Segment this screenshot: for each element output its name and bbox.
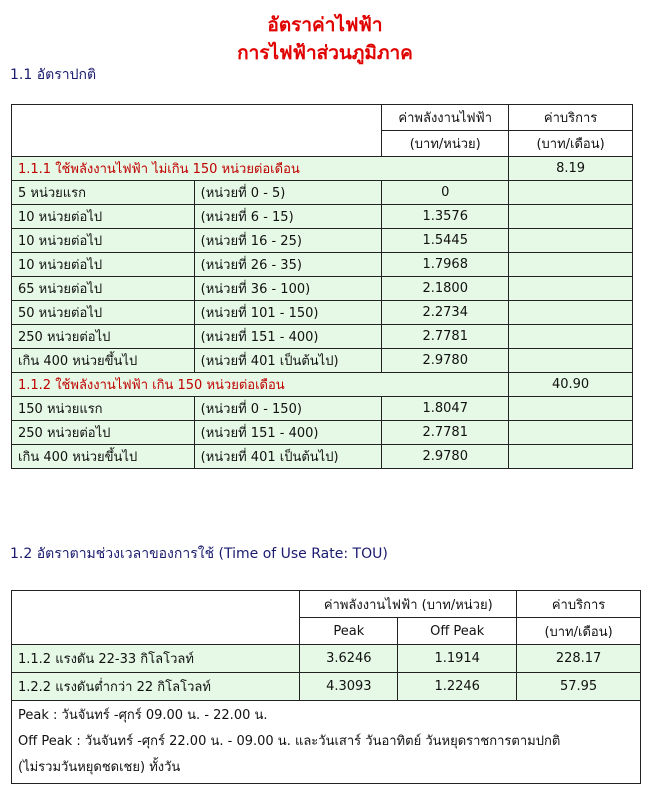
tier-cell: เกิน 400 หน่วยขึ้นไป <box>12 349 195 373</box>
range-cell: (หน่วยที่ 101 - 150) <box>194 301 382 325</box>
page-subtitle: การไฟฟ้าส่วนภูมิภาค <box>237 42 413 64</box>
service-cell: 228.17 <box>517 645 641 673</box>
tier-cell: 50 หน่วยต่อไป <box>12 301 195 325</box>
rate-cell: 0 <box>382 181 509 205</box>
offpeak-note: Off Peak : วันจันทร์ -ศุกร์ 22.00 น. - 09.00 น. และวันเสาร์ วันอาทิตย์ วันหยุดราชการตามปกติ <box>18 734 561 749</box>
table-header-blank <box>12 105 382 157</box>
range-cell: (หน่วยที่ 151 - 400) <box>194 421 382 445</box>
notes-cell <box>12 701 641 784</box>
offpeak-col-header: Off Peak <box>398 618 517 645</box>
section-2-heading: 1.2 อัตราตามช่วงเวลาของการใช้ (Time of Use Rate: TOU) <box>10 546 388 562</box>
service-cell <box>509 253 633 277</box>
group-1-label: 1.1.1 ใช้พลังงานไฟฟ้า ไม่เกิน 150 หน่วยต่อเดือน <box>12 157 509 181</box>
service-cell <box>509 397 633 421</box>
service-cell <box>509 301 633 325</box>
table-row <box>12 645 641 673</box>
service-cell <box>509 349 633 373</box>
tou-rate-table <box>11 590 641 784</box>
tier-cell: 65 หน่วยต่อไป <box>12 277 195 301</box>
energy-col-header: ค่าพลังงานไฟฟ้า (บาท/หน่วย) <box>300 591 517 618</box>
rate-cell: 2.9780 <box>382 349 509 373</box>
range-cell: (หน่วยที่ 0 - 150) <box>194 397 382 421</box>
range-cell: (หน่วยที่ 26 - 35) <box>194 253 382 277</box>
tier-cell: 10 หน่วยต่อไป <box>12 205 195 229</box>
rate-cell: 1.3576 <box>382 205 509 229</box>
service-col-header: ค่าบริการ <box>517 591 641 618</box>
table-header-blank <box>12 591 300 645</box>
service-col-unit: (บาท/เดือน) <box>517 618 641 645</box>
offpeak-cell: 1.2246 <box>398 673 517 701</box>
group-1-service: 8.19 <box>509 157 633 181</box>
table-row <box>12 673 641 701</box>
service-cell <box>509 421 633 445</box>
table-row <box>12 325 633 349</box>
normal-rate-table <box>11 104 633 469</box>
tier-cell: 10 หน่วยต่อไป <box>12 253 195 277</box>
table-row <box>12 397 633 421</box>
table-row <box>12 205 633 229</box>
service-cell <box>509 229 633 253</box>
peak-note: Peak : วันจันทร์ -ศุกร์ 09.00 น. - 22.00 น. <box>18 708 268 723</box>
page-title: อัตราค่าไฟฟ้า <box>267 14 383 36</box>
table-row <box>12 253 633 277</box>
voltage-label-cell: 1.1.2 แรงดัน 22-33 กิโลโวลท์ <box>12 645 300 673</box>
table-row <box>12 445 633 469</box>
range-cell: (หน่วยที่ 16 - 25) <box>194 229 382 253</box>
rate-cell: 2.2734 <box>382 301 509 325</box>
peak-cell: 4.3093 <box>300 673 398 701</box>
range-cell: (หน่วยที่ 401 เป็นต้นไป) <box>194 349 382 373</box>
table-row <box>12 421 633 445</box>
range-cell: (หน่วยที่ 401 เป็นต้นไป) <box>194 445 382 469</box>
service-cell <box>509 277 633 301</box>
service-col-unit: (บาท/เดือน) <box>509 131 633 157</box>
peak-col-header: Peak <box>300 618 398 645</box>
rate-cell: 2.7781 <box>382 325 509 349</box>
tier-cell: 10 หน่วยต่อไป <box>12 229 195 253</box>
tier-cell: เกิน 400 หน่วยขึ้นไป <box>12 445 195 469</box>
energy-col-header: ค่าพลังงานไฟฟ้า <box>382 105 509 131</box>
service-cell <box>509 325 633 349</box>
service-col-header: ค่าบริการ <box>509 105 633 131</box>
tier-cell: 150 หน่วยแรก <box>12 397 195 421</box>
offpeak-note-cont: (ไม่รวมวันหยุดชดเชย) ทั้งวัน <box>18 760 181 775</box>
group-2-service: 40.90 <box>509 373 633 397</box>
tier-cell: 250 หน่วยต่อไป <box>12 325 195 349</box>
rate-cell: 1.5445 <box>382 229 509 253</box>
range-cell: (หน่วยที่ 0 - 5) <box>194 181 382 205</box>
rate-cell: 2.1800 <box>382 277 509 301</box>
rate-cell: 1.7968 <box>382 253 509 277</box>
tier-cell: 5 หน่วยแรก <box>12 181 195 205</box>
service-cell <box>509 181 633 205</box>
table-row <box>12 349 633 373</box>
range-cell: (หน่วยที่ 6 - 15) <box>194 205 382 229</box>
rate-cell: 2.7781 <box>382 421 509 445</box>
service-cell <box>509 205 633 229</box>
rate-cell: 1.8047 <box>382 397 509 421</box>
rate-cell: 2.9780 <box>382 445 509 469</box>
tier-cell: 250 หน่วยต่อไป <box>12 421 195 445</box>
table-row <box>12 277 633 301</box>
peak-cell: 3.6246 <box>300 645 398 673</box>
section-1-heading: 1.1 อัตราปกติ <box>10 67 97 83</box>
range-cell: (หน่วยที่ 151 - 400) <box>194 325 382 349</box>
table-row <box>12 181 633 205</box>
service-cell: 57.95 <box>517 673 641 701</box>
table-row <box>12 301 633 325</box>
group-2-label: 1.1.2 ใช้พลังงานไฟฟ้า เกิน 150 หน่วยต่อเดือน <box>12 373 509 397</box>
voltage-label-cell: 1.2.2 แรงดันต่ำกว่า 22 กิโลโวลท์ <box>12 673 300 701</box>
table-row <box>12 229 633 253</box>
energy-col-unit: (บาท/หน่วย) <box>382 131 509 157</box>
service-cell <box>509 445 633 469</box>
offpeak-cell: 1.1914 <box>398 645 517 673</box>
range-cell: (หน่วยที่ 36 - 100) <box>194 277 382 301</box>
